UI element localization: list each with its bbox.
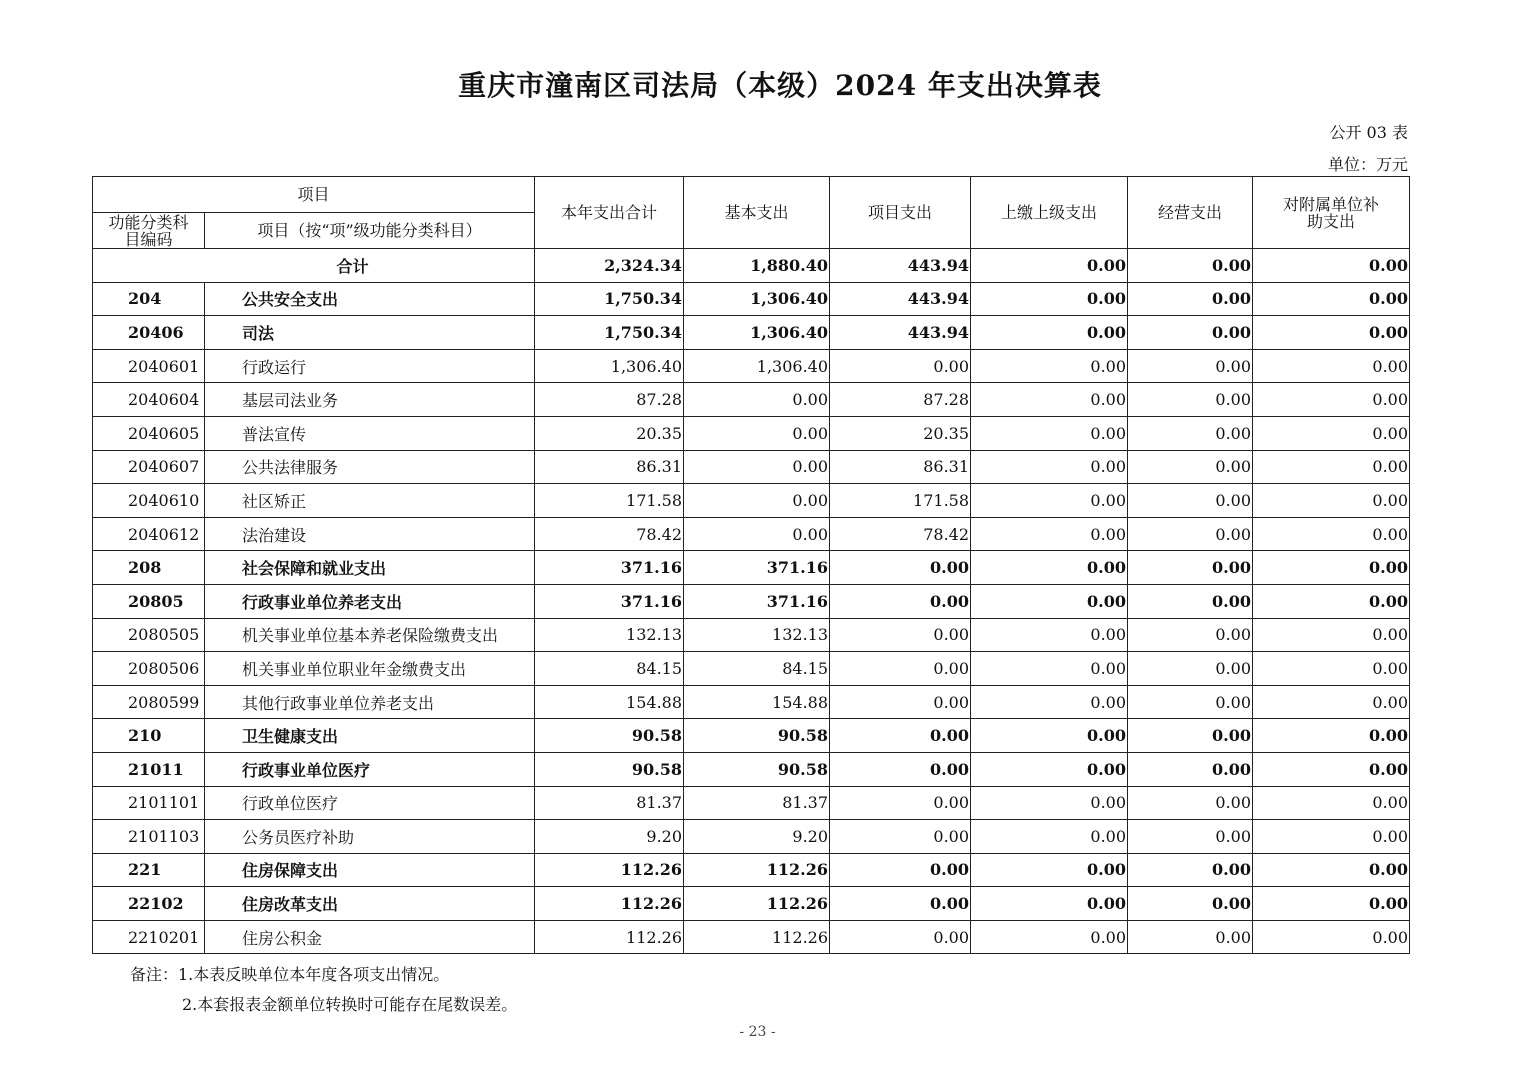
row-value-cell: 1,750.34: [535, 282, 684, 316]
row-value-cell: 443.94: [830, 282, 971, 316]
row-value-cell: 0.00: [1253, 316, 1410, 350]
unit-label: 单位：万元: [1327, 155, 1408, 174]
row-value-cell: 0.00: [1128, 853, 1253, 887]
row-value-cell: 132.13: [684, 618, 830, 652]
row-value-cell: 81.37: [684, 786, 830, 820]
row-value-cell: 0.00: [971, 316, 1128, 350]
header-col-total: 本年支出合计: [535, 177, 684, 249]
header-col-operating: 经营支出: [1128, 177, 1253, 249]
page-title: 重庆市潼南区司法局（本级）2024 年支出决算表: [458, 69, 1102, 102]
row-value-cell: 0.00: [830, 719, 971, 753]
row-value-cell: 0.00: [1128, 282, 1253, 316]
total-cell: 2,324.34: [535, 249, 684, 283]
row-value-cell: 9.20: [684, 820, 830, 854]
row-value-cell: 1,306.40: [684, 316, 830, 350]
row-name: 司法: [205, 316, 535, 350]
table-row: [93, 349, 1410, 383]
row-value-cell: 90.58: [535, 752, 684, 786]
row-name: 住房公积金: [205, 920, 535, 954]
row-value-cell: 0.00: [971, 484, 1128, 518]
row-value-cell: 0.00: [971, 719, 1128, 753]
row-name: 公共法律服务: [205, 450, 535, 484]
row-value-cell: 0.00: [1128, 551, 1253, 585]
row-name: 公共安全支出: [205, 282, 535, 316]
row-value-cell: 112.26: [535, 853, 684, 887]
row-name: 普法宣传: [205, 416, 535, 450]
row-value-cell: 112.26: [535, 920, 684, 954]
row-value-cell: 0.00: [971, 517, 1128, 551]
row-value-cell: 371.16: [684, 584, 830, 618]
row-code: 2101103: [93, 820, 205, 854]
note-1: 备注：1.本表反映单位本年度各项支出情况。: [130, 965, 450, 984]
row-name: 行政事业单位养老支出: [205, 584, 535, 618]
row-value-cell: 0.00: [1253, 282, 1410, 316]
row-value-cell: 0.00: [1128, 484, 1253, 518]
row-value-cell: 90.58: [684, 752, 830, 786]
table-row: [93, 484, 1410, 518]
row-value-cell: 0.00: [1128, 517, 1253, 551]
row-value-cell: 0.00: [971, 282, 1128, 316]
row-value-cell: 112.26: [684, 920, 830, 954]
row-value-cell: 0.00: [830, 618, 971, 652]
row-value-cell: 0.00: [1253, 752, 1410, 786]
row-value-cell: 0.00: [1128, 719, 1253, 753]
row-value-cell: 132.13: [535, 618, 684, 652]
row-value-cell: 87.28: [830, 383, 971, 417]
row-code: 208: [93, 551, 205, 585]
table-row: [93, 618, 1410, 652]
row-value-cell: 0.00: [830, 786, 971, 820]
row-value-cell: 0.00: [1253, 349, 1410, 383]
page-number: - 23 -: [739, 1024, 776, 1040]
table-row: [93, 853, 1410, 887]
row-value-cell: 0.00: [1253, 584, 1410, 618]
row-value-cell: 0.00: [1128, 685, 1253, 719]
row-value-cell: 0.00: [1253, 853, 1410, 887]
table-row: [93, 820, 1410, 854]
row-code: 2040607: [93, 450, 205, 484]
row-code: 2040612: [93, 517, 205, 551]
total-cell: 0.00: [971, 249, 1128, 283]
row-value-cell: 371.16: [684, 551, 830, 585]
row-code: 2080506: [93, 652, 205, 686]
row-value-cell: 0.00: [1128, 887, 1253, 921]
row-value-cell: 0.00: [971, 820, 1128, 854]
total-cell: 443.94: [830, 249, 971, 283]
row-name: 行政事业单位医疗: [205, 752, 535, 786]
row-value-cell: 154.88: [535, 685, 684, 719]
row-value-cell: 0.00: [1128, 416, 1253, 450]
total-cell: 1,880.40: [684, 249, 830, 283]
row-value-cell: 0.00: [830, 820, 971, 854]
row-name: 行政运行: [205, 349, 535, 383]
table-row: [93, 517, 1410, 551]
row-value-cell: 0.00: [684, 517, 830, 551]
row-value-cell: 0.00: [971, 416, 1128, 450]
row-value-cell: 0.00: [1128, 786, 1253, 820]
row-code: 21011: [93, 752, 205, 786]
total-cell: 0.00: [1253, 249, 1410, 283]
row-name: 公务员医疗补助: [205, 820, 535, 854]
row-value-cell: 20.35: [535, 416, 684, 450]
row-value-cell: 78.42: [830, 517, 971, 551]
row-value-cell: 0.00: [971, 853, 1128, 887]
row-value-cell: 90.58: [684, 719, 830, 753]
row-value-cell: 0.00: [971, 786, 1128, 820]
row-code: 204: [93, 282, 205, 316]
row-code: 221: [93, 853, 205, 887]
row-value-cell: 0.00: [1128, 752, 1253, 786]
note-2: 2.本套报表金额单位转换时可能存在尾数误差。: [182, 995, 518, 1014]
row-value-cell: 0.00: [830, 551, 971, 585]
row-value-cell: 371.16: [535, 584, 684, 618]
header-col-basic: 基本支出: [684, 177, 830, 249]
row-value-cell: 0.00: [684, 416, 830, 450]
row-value-cell: 0.00: [971, 920, 1128, 954]
header-col-subsidy: 对附属单位补助支出: [1253, 177, 1410, 249]
row-value-cell: 0.00: [1253, 484, 1410, 518]
row-value-cell: 0.00: [1253, 786, 1410, 820]
header-col-project: 项目支出: [830, 177, 971, 249]
row-code: 20406: [93, 316, 205, 350]
table-row: [93, 786, 1410, 820]
row-value-cell: 171.58: [830, 484, 971, 518]
row-value-cell: 1,306.40: [684, 349, 830, 383]
row-value-cell: 112.26: [684, 853, 830, 887]
row-value-cell: 84.15: [684, 652, 830, 686]
row-name: 住房保障支出: [205, 853, 535, 887]
row-name: 法治建设: [205, 517, 535, 551]
expenditure-table: [92, 176, 1410, 954]
table-row: [93, 752, 1410, 786]
row-code: 2210201: [93, 920, 205, 954]
table-row: [93, 450, 1410, 484]
row-value-cell: 0.00: [1253, 887, 1410, 921]
table-row: [93, 685, 1410, 719]
row-name: 机关事业单位职业年金缴费支出: [205, 652, 535, 686]
row-value-cell: 0.00: [1128, 349, 1253, 383]
total-row: [93, 249, 1410, 283]
row-value-cell: 0.00: [1253, 685, 1410, 719]
header-code: 功能分类科目编码: [93, 213, 205, 249]
row-name: 社区矫正: [205, 484, 535, 518]
header-name: 项目（按“项”级功能分类科目）: [205, 213, 535, 249]
table-row: [93, 584, 1410, 618]
row-value-cell: 443.94: [830, 316, 971, 350]
row-name: 行政单位医疗: [205, 786, 535, 820]
row-value-cell: 81.37: [535, 786, 684, 820]
row-value-cell: 0.00: [1128, 383, 1253, 417]
row-code: 20805: [93, 584, 205, 618]
row-name: 住房改革支出: [205, 887, 535, 921]
table-row: [93, 383, 1410, 417]
table-row: [93, 416, 1410, 450]
row-value-cell: 0.00: [1253, 416, 1410, 450]
row-value-cell: 0.00: [1128, 652, 1253, 686]
row-value-cell: 0.00: [971, 752, 1128, 786]
row-value-cell: 0.00: [1128, 316, 1253, 350]
table-row: [93, 316, 1410, 350]
row-value-cell: 0.00: [830, 752, 971, 786]
row-name: 其他行政事业单位养老支出: [205, 685, 535, 719]
row-value-cell: 0.00: [971, 450, 1128, 484]
row-value-cell: 0.00: [971, 685, 1128, 719]
row-value-cell: 0.00: [971, 652, 1128, 686]
row-value-cell: 0.00: [830, 584, 971, 618]
row-value-cell: 112.26: [684, 887, 830, 921]
row-value-cell: 0.00: [1253, 920, 1410, 954]
row-value-cell: 0.00: [1253, 517, 1410, 551]
row-value-cell: 0.00: [971, 349, 1128, 383]
row-value-cell: 0.00: [684, 450, 830, 484]
table-row: [93, 920, 1410, 954]
row-value-cell: 0.00: [1128, 584, 1253, 618]
row-value-cell: 0.00: [1253, 551, 1410, 585]
table-row: [93, 282, 1410, 316]
table-row: [93, 652, 1410, 686]
row-value-cell: 86.31: [535, 450, 684, 484]
row-value-cell: 90.58: [535, 719, 684, 753]
row-code: 2040604: [93, 383, 205, 417]
row-code: 2040610: [93, 484, 205, 518]
row-value-cell: 154.88: [684, 685, 830, 719]
table-id-label: 公开 03 表: [1329, 123, 1408, 142]
row-name: 基层司法业务: [205, 383, 535, 417]
row-value-cell: 0.00: [1128, 618, 1253, 652]
row-value-cell: 0.00: [1253, 383, 1410, 417]
row-value-cell: 84.15: [535, 652, 684, 686]
row-code: 2040605: [93, 416, 205, 450]
row-value-cell: 0.00: [1253, 719, 1410, 753]
row-value-cell: 0.00: [830, 887, 971, 921]
row-value-cell: 0.00: [830, 685, 971, 719]
row-value-cell: 0.00: [830, 349, 971, 383]
row-value-cell: 0.00: [971, 383, 1128, 417]
header-item-group: 项目: [93, 177, 535, 213]
row-value-cell: 0.00: [971, 584, 1128, 618]
row-value-cell: 0.00: [1128, 820, 1253, 854]
row-value-cell: 371.16: [535, 551, 684, 585]
row-value-cell: 0.00: [830, 853, 971, 887]
row-code: 2101101: [93, 786, 205, 820]
row-value-cell: 1,306.40: [535, 349, 684, 383]
total-cell: 0.00: [1128, 249, 1253, 283]
row-value-cell: 112.26: [535, 887, 684, 921]
row-value-cell: 86.31: [830, 450, 971, 484]
row-value-cell: 0.00: [684, 383, 830, 417]
row-value-cell: 171.58: [535, 484, 684, 518]
row-value-cell: 0.00: [1128, 920, 1253, 954]
row-value-cell: 0.00: [1128, 450, 1253, 484]
row-value-cell: 78.42: [535, 517, 684, 551]
header-col-upper: 上缴上级支出: [971, 177, 1128, 249]
row-value-cell: 9.20: [535, 820, 684, 854]
row-name: 机关事业单位基本养老保险缴费支出: [205, 618, 535, 652]
row-value-cell: 20.35: [830, 416, 971, 450]
table-row: [93, 719, 1410, 753]
row-code: 22102: [93, 887, 205, 921]
notes: [130, 960, 517, 1020]
row-code: 2080599: [93, 685, 205, 719]
row-value-cell: 0.00: [830, 652, 971, 686]
row-value-cell: 0.00: [1253, 820, 1410, 854]
total-label: 合计: [93, 249, 535, 283]
row-value-cell: 0.00: [971, 887, 1128, 921]
row-value-cell: 1,306.40: [684, 282, 830, 316]
row-name: 社会保障和就业支出: [205, 551, 535, 585]
row-value-cell: 0.00: [1253, 652, 1410, 686]
row-name: 卫生健康支出: [205, 719, 535, 753]
row-value-cell: 0.00: [971, 551, 1128, 585]
row-value-cell: 0.00: [1253, 618, 1410, 652]
row-value-cell: 1,750.34: [535, 316, 684, 350]
row-value-cell: 0.00: [1253, 450, 1410, 484]
row-value-cell: 0.00: [971, 618, 1128, 652]
row-code: 2040601: [93, 349, 205, 383]
row-code: 2080505: [93, 618, 205, 652]
row-value-cell: 0.00: [684, 484, 830, 518]
table-row: [93, 887, 1410, 921]
row-code: 210: [93, 719, 205, 753]
row-value-cell: 87.28: [535, 383, 684, 417]
row-value-cell: 0.00: [830, 920, 971, 954]
table-row: [93, 551, 1410, 585]
